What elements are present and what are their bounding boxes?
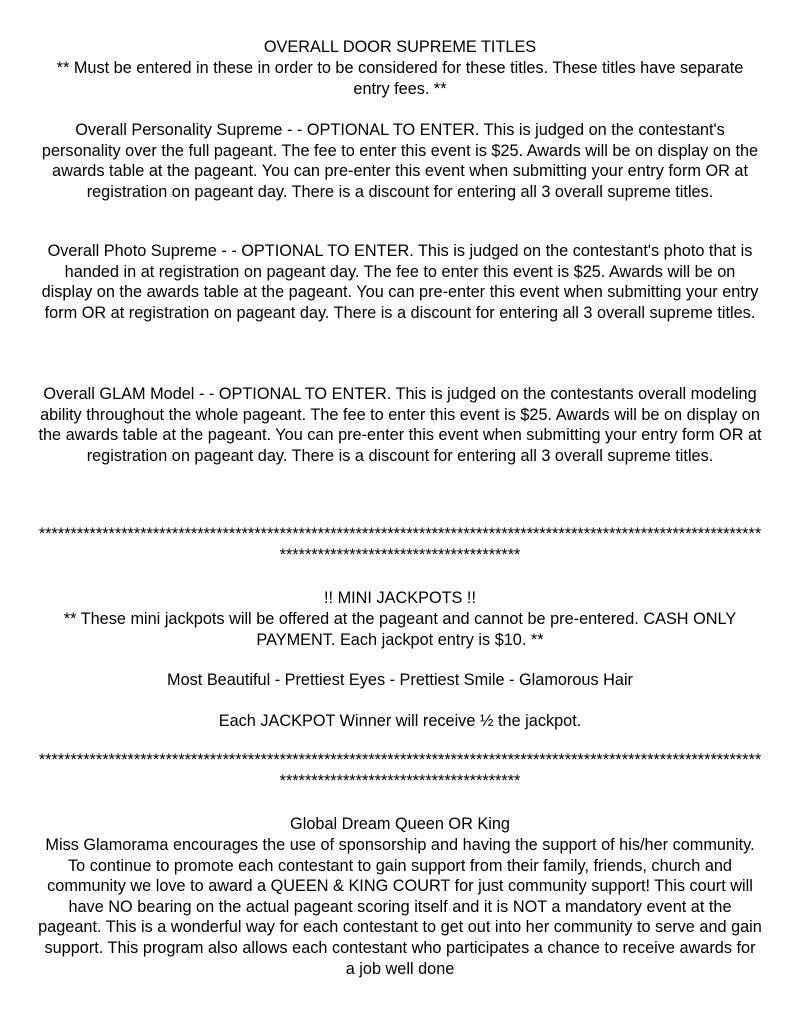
jackpots-note: ** These mini jackpots will be offered at the pageant and cannot be pre-entered. CASH ONLY PAYMENT. Each jackpot entry is $10. ** — [63, 610, 737, 649]
personality-supreme-paragraph: Overall Personality Supreme - - OPTIONAL TO ENTER. This is judged on the contestant's personality over the full pageant. The fee to enter this event is $25. Awards will be on display on the awards table at the pageant. You can pre-enter this event when submitting your entry form OR at registration on pageant day. There is a discount for entering all 3 overall supreme titles. — [41, 121, 759, 201]
divider-2: ******************************************************************************************************************************************************** — [38, 751, 762, 790]
jackpot-categories: Most Beautiful - Prettiest Eyes - Prettiest Smile - Glamorous Hair — [167, 671, 633, 689]
photo-supreme-paragraph: Overall Photo Supreme - - OPTIONAL TO ENTER. This is judged on the contestant's photo that is handed in at registration on pageant day. The fee to enter this event is $25. Awards will be on display on the awards table at the pageant. You can pre-enter this event when submitting your entry form OR at registration on pageant day. There is a discount for entering all 3 overall supreme titles. — [41, 242, 759, 322]
global-dream-title: Global Dream Queen OR King — [290, 815, 510, 833]
jackpots-title: !! MINI JACKPOTS !! — [324, 589, 476, 607]
supreme-title: OVERALL DOOR SUPREME TITLES — [263, 38, 537, 56]
global-dream-paragraph: Miss Glamorama encourages the use of sponsorship and having the support of his/her community. To continue to promote each contestant to gain support from their family, friends, church and community we love to award a QUEEN & KING COURT for just community support! This court will have NO bearing on the actual pageant scoring itself and it is NOT a mandatory event at the pageant. This is a wonderful way for each contestant to get out into her community to serve and gain support. This program also allows each contestant who participates a chance to receive awards for a job well done — [38, 836, 762, 978]
supreme-note: ** Must be entered in these in order to be considered for these titles. These titles have separate entry fees. ** — [56, 59, 744, 98]
glam-model-paragraph: Overall GLAM Model - - OPTIONAL TO ENTER. This is judged on the contestants overall modeling ability throughout the whole pageant. The fee to enter this event is $25. Awards will be on display on the awards table at the pageant. You can pre-enter this event when submitting your entry form OR at registration on pageant day. There is a discount for entering all 3 overall supreme titles. — [38, 385, 762, 465]
jackpot-winner-note: Each JACKPOT Winner will receive ½ the jackpot. — [218, 712, 582, 730]
divider-1: ******************************************************************************************************************************************************** — [38, 525, 762, 564]
